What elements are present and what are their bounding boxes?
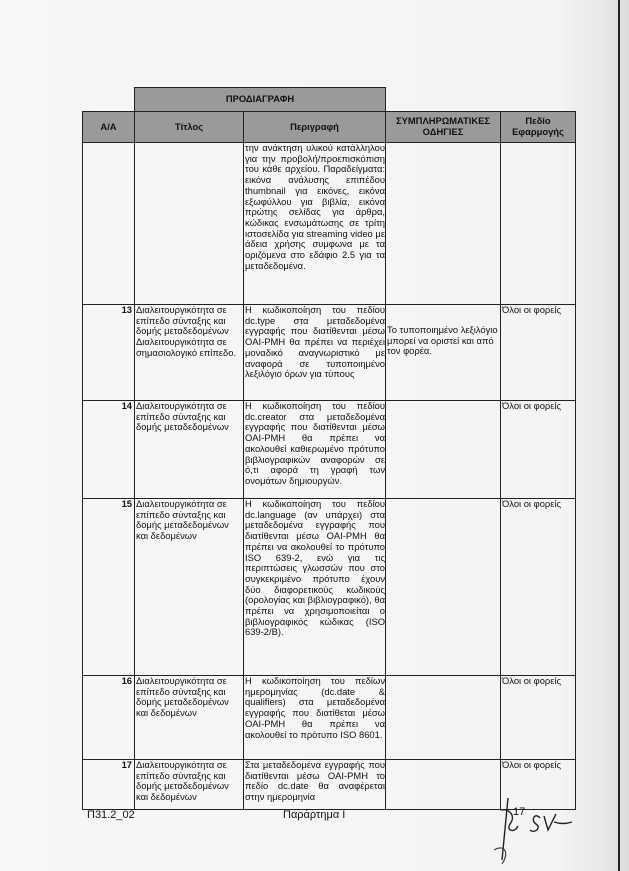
header-title: Τίτλος <box>135 112 244 143</box>
table-row <box>83 676 576 760</box>
cont-num <box>83 143 135 305</box>
header-description: Περιγραφή <box>244 112 386 143</box>
footer-section: Παράρτημα Ι <box>283 809 346 821</box>
row-description: Στα μεταδεδομένα εγγραφής που διατίθενται μέσω OAI-PMH το πεδίο dc.date θα αναφέρεται στην ημερομηνία <box>244 760 386 810</box>
row-description: Η κωδικοποίηση του πεδίου dc.creator στα μεταδεδομένα εγγραφής που διατίθενται μέσω OAI-PMH θα πρέπει να ακολουθεί καθιερωμένο πρότυπο βιβλιογραφικών αναφορών σε ό,τι αφορά τη γραφή των ονομάτων δημιουργών. <box>244 401 386 499</box>
table-row <box>83 499 576 676</box>
blank-corner <box>83 88 135 112</box>
row-scope: Όλοι οι φορείς <box>501 305 576 401</box>
row-title: Διαλειτουργικότητα σε επίπεδο σύνταξης και δομής μεταδεδομένων και δεδομένων <box>135 676 244 760</box>
header-aa: Α/Α <box>83 112 135 143</box>
header-row <box>83 112 576 143</box>
row-scope: Όλοι οι φορείς <box>501 499 576 676</box>
row-title: Διαλειτουργικότητα σε επίπεδο σύνταξης και δομής μεταδεδομένων Διαλειτουργικότητα σε σημασιολογικό επίπεδο. <box>135 305 244 401</box>
row-number: 16 <box>83 676 135 760</box>
specification-table <box>82 87 576 810</box>
row-number: 17 <box>83 760 135 810</box>
scan-edge-line <box>618 0 620 871</box>
table-row <box>83 401 576 499</box>
header-notes: ΣΥΜΠΛΗΡΩΜΑΤΙΚΕΣ ΟΔΗΓΙΕΣ <box>386 112 501 143</box>
super-header-row <box>83 88 576 112</box>
cont-title <box>135 143 244 305</box>
row-title: Διαλειτουργικότητα σε επίπεδο σύνταξης και δομής μεταδεδομένων <box>135 401 244 499</box>
row-notes <box>386 499 501 676</box>
row-notes <box>386 401 501 499</box>
row-title: Διαλειτουργικότητα σε επίπεδο σύνταξης και δομής μεταδεδομένων και δεδομένων <box>135 499 244 676</box>
row-title: Διαλειτουργικότητα σε επίπεδο σύνταξης και δομής μεταδεδομένων και δεδομένων <box>135 760 244 810</box>
row-notes: Το τυποποιημένο λεξιλόγιο μπορεί να οριστεί και από τον φορέα. <box>386 305 501 401</box>
row-notes <box>386 676 501 760</box>
row-scope: Όλοι οι φορείς <box>501 676 576 760</box>
row-description: Η κωδικοποίηση του πεδίων ημερομηνίας (dc.date & qualifiers) στα μεταδεδομένα εγγραφής που διατίθεται μέσω OAI-PMH θα πρέπει να ακολουθεί το πρότυπο ISO 8601. <box>244 676 386 760</box>
table-row <box>83 305 576 401</box>
row-number: 14 <box>83 401 135 499</box>
row-number: 15 <box>83 499 135 676</box>
row-scope: Όλοι οι φορείς <box>501 401 576 499</box>
row-description: Η κωδικοποίηση του πεδίου dc.type στα μεταδεδομένα εγγραφής που διατίθενται μέσω OAI-PMH θα πρέπει να περιέχει μοναδικό αναγνωριστικό με αναφορά σε τυποποιημένο λεξιλόγιο όρων για τύπους <box>244 305 386 401</box>
blank-top-right <box>386 88 501 112</box>
cont-scope <box>501 143 576 305</box>
footer-page-number: 17 <box>513 806 526 818</box>
continuation-row <box>83 143 576 305</box>
row-number: 13 <box>83 305 135 401</box>
handwritten-signature <box>480 790 590 870</box>
row-scope: Όλοι οι φορείς <box>501 760 576 810</box>
row-description: Η κωδικοποίηση του πεδίου dc.language (αν υπάρχει) στα μεταδεδομένα εγγραφής που διατίθενται μέσω OAI-PMH θα πρέπει να ακολουθεί το πρότυπο ISO 639-2, ενώ για τις περιπτώσεις γλωσσών που στο συγκεκριμένο πρότυπο έχουν δύο διαφορετικούς κωδικούς (ορολογίας και βιβλιογραφικό), θα πρέπει να χρησιμοποιείται ο βιβλιογραφικός κώδικας (ISO 639-2/B). <box>244 499 386 676</box>
header-scope: Πεδίο Εφαρμογής <box>501 112 576 143</box>
continuation-description: την ανάκτηση υλικού κατάλληλου για την προβολή/προεπισκόπιση του κάθε αρχείου. Παραδείγματα: εικόνα ανάλυσης επιπέδου thumbnail για εικόνες, εικόνα εξωφύλλου για βιβλία, εικόνα πρώτης σελίδας για άρθρα, κώδικας ενσωμάτωσης σε τρίτη ιστοσελίδα για streaming video με άδεια χρήσης συμφωνα με τα οριζόμενα στο εδάφιο 2.5 για τα μεταδεδομένα. <box>244 143 386 305</box>
footer-doc-code: Π31.2_02 <box>87 809 135 821</box>
super-header-cell: ΠΡΟΔΙΑΓΡΑΦΗ <box>135 88 386 112</box>
cont-notes <box>386 143 501 305</box>
blank-top-right-2 <box>501 88 576 112</box>
